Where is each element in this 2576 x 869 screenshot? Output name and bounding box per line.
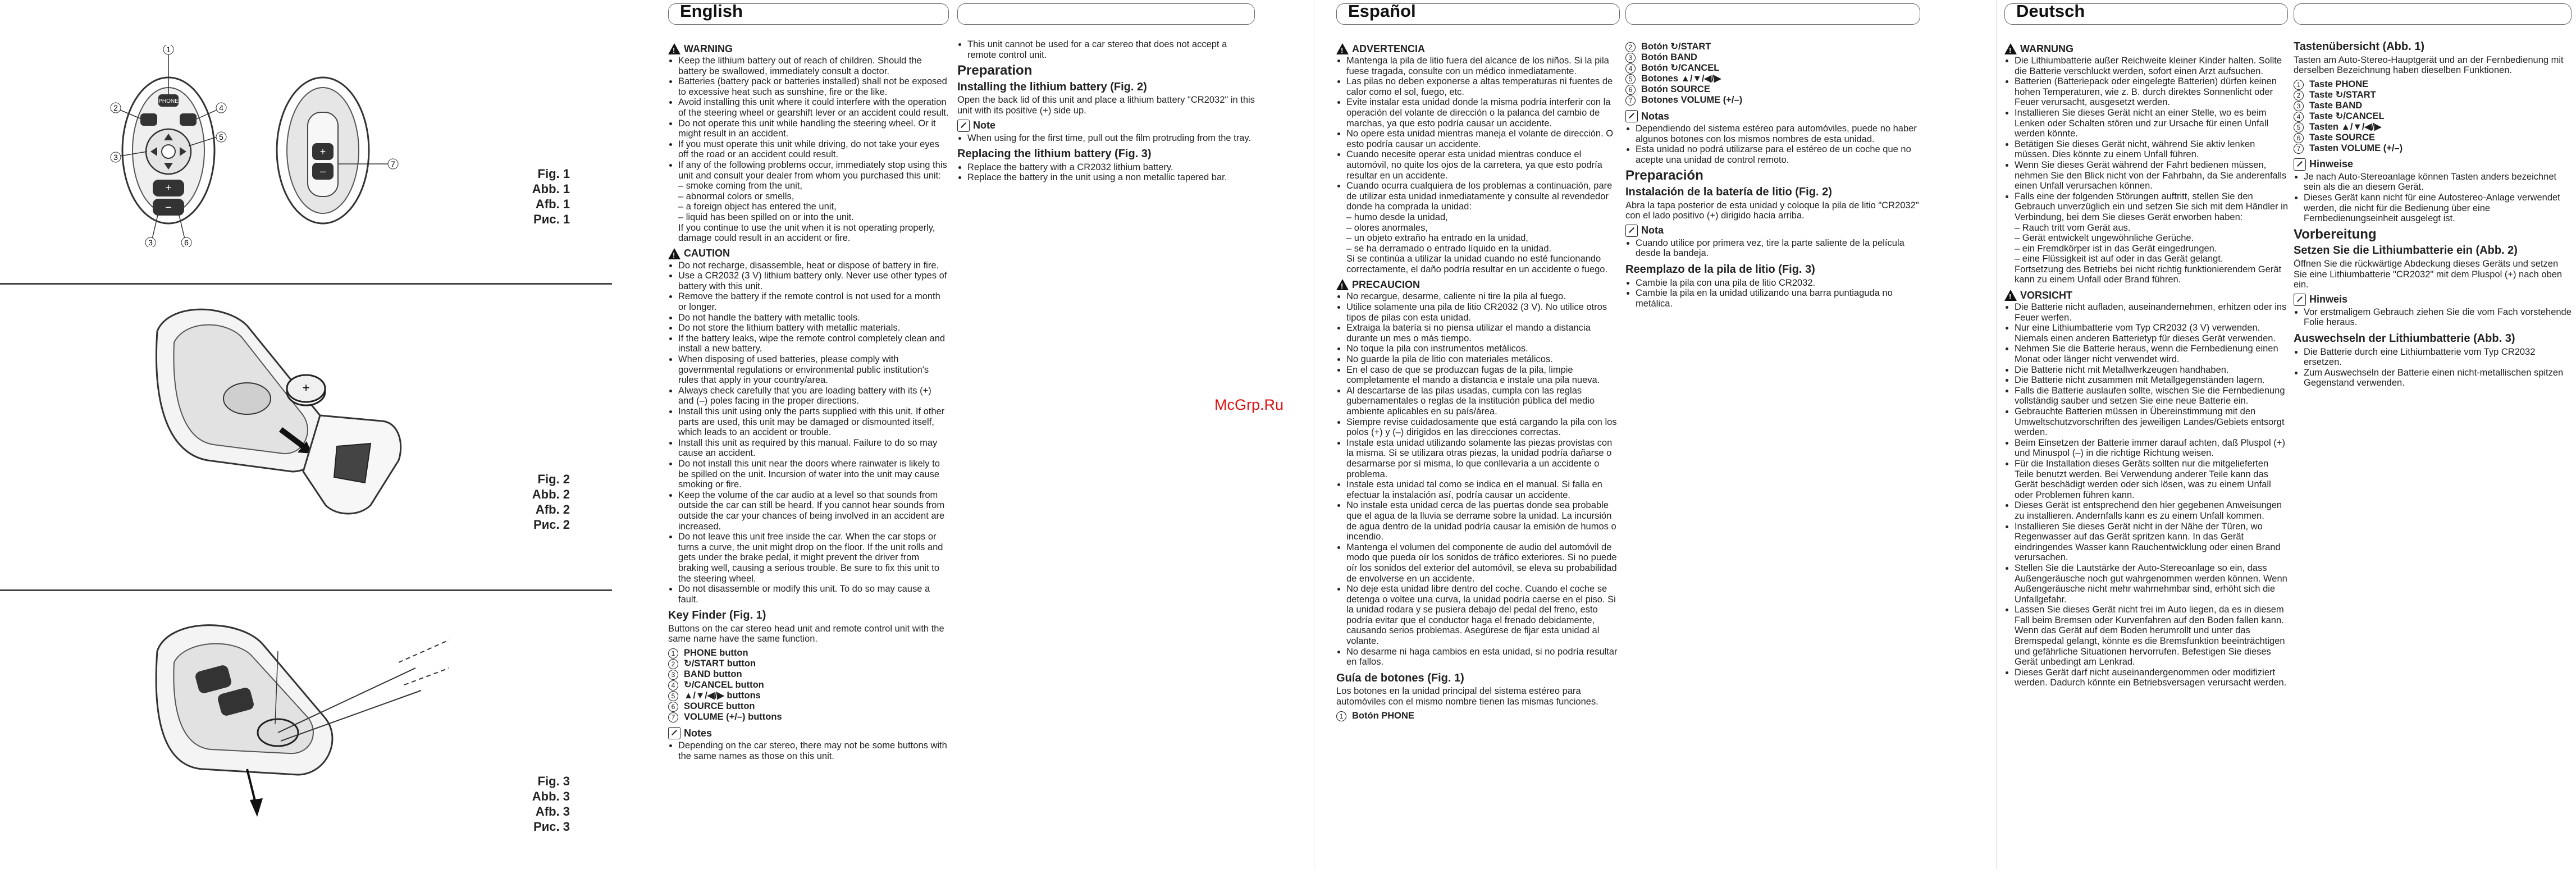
- key-item: 4 ↻/CANCEL button: [668, 680, 949, 690]
- list-item: • Evite instalar esta unidad donde la misma podría interferir con la operación del volante de dirección o la palanca del cambio de marchas, ya que esto podría causar un accidente.: [1346, 97, 1620, 129]
- list-subitem: – ein Fremdkörper ist in das Gerät eingedrungen.: [2015, 243, 2217, 254]
- language-header-espanol: [1336, 3, 1620, 25]
- warning-list: [1336, 56, 1620, 275]
- list-item: • Install this unit as required by this manual. Failure to do so may cause an accident.: [678, 438, 949, 459]
- install-text: Open the back lid of this unit and place a lithium battery "CR2032" in this unit with its positive (+) side up.: [957, 95, 1255, 116]
- list-item: • Falls die Batterie auslaufen sollte, wischen Sie die Fernbedienung vollständig sauber und setzen Sie eine neue Batterie ein.: [2015, 386, 2288, 406]
- install-text: Abra la tapa posterior de esta unidad y coloque la pila de litio "CR2032" con el lado positivo (+) dirigido hacia arriba.: [1625, 200, 1919, 221]
- notes-title: Notes: [684, 727, 712, 739]
- prep-title: Preparation: [957, 63, 1033, 79]
- figure-column: [0, 0, 612, 869]
- battery-insert-illustration: [135, 292, 415, 528]
- list-item: • Dieses Gerät ist entsprechend den hier gegebenen Anweisungen zu installieren. Andernfalls kann es zu einem Unfall kommen.: [2015, 500, 2288, 521]
- list-item: • Mantenga el volumen del componente de audio del automóvil de modo que pueda oír los sonidos de tráfico exteriores. Si no puede oír los sonidos del exterior del automóvil, se eleva su probabilidad de envolverse en un accidente.: [1346, 542, 1620, 584]
- list-item: • No desarme ni haga cambios en esta unidad, si no podría resultar en fallos.: [1346, 647, 1620, 667]
- key-item: 2 ↻/START button: [668, 658, 949, 669]
- list-item: • Install this unit using only the parts supplied with this unit. If other parts are used, this unit may be damaged or dismounted itself, which leads to an accident or trouble.: [678, 406, 949, 438]
- prep-title: Preparación: [1625, 168, 1703, 184]
- keyfinder-title: Key Finder (Fig. 1): [668, 609, 766, 622]
- svg-text:+: +: [319, 146, 326, 157]
- list-item: • Dependiendo del sistema estéreo para automóviles, puede no haber algunos botones con los mismos nombres de esta unidad.: [1636, 124, 1920, 144]
- svg-text:+: +: [165, 182, 172, 193]
- key-item: 4 Botón ↻/CANCEL: [1625, 63, 1920, 74]
- key-item: 1 Botón PHONE: [1336, 711, 1620, 721]
- language-header-tab: [957, 3, 1255, 25]
- key-item: 1 PHONE button: [668, 648, 949, 658]
- list-item: • Do not leave this unit free inside the car. When the car stops or turns a curve, the unit might drop on the floor. If the unit rolls and gets under the brake pedal, it might prevent the driver from braking well, causing a serious trouble. Be sure to fix this unit to the steering wheel.: [678, 532, 949, 584]
- list-item: • Al descartarse de las pilas usadas, cumpla con las reglas gubernamentales o reglas de la institución pública del medio ambiente aplicables en su país/área.: [1346, 386, 1620, 417]
- prep-title: Vorbereitung: [2294, 226, 2377, 242]
- svg-text:2: 2: [113, 103, 118, 112]
- key-item: 3 Botón BAND: [1625, 52, 1920, 63]
- list-item: • Avoid installing this unit where it could interfere with the operation of the steering wheel or gearshift lever or an accident could result.: [678, 97, 949, 118]
- key-item: 4 Taste ↻/CANCEL: [2294, 111, 2572, 122]
- svg-text:–: –: [165, 201, 172, 212]
- key-list: [2294, 79, 2572, 154]
- note-icon: [2294, 158, 2306, 171]
- list-item: • Zum Auswechseln der Batterie einen nicht-metallischen spitzen Gegenstand verwenden.: [2304, 368, 2572, 388]
- language-header-tab: [1625, 3, 1920, 25]
- list-item: • Do not operate this unit while handling the steering wheel. Or it might result in an accident.: [678, 118, 949, 139]
- list-item: • Cambie la pila en la unidad utilizando una barra puntiaguda no metálica.: [1636, 288, 1920, 309]
- language-title: Español: [1348, 1, 1416, 21]
- list-item: • Extraiga la batería si no piensa utilizar el mando a distancia durante un mes o más tiempo.: [1346, 323, 1620, 344]
- list-item: • No instale esta unidad cerca de las puertas donde sea probable que el agua de la lluvia se derrame sobre la unidad. La incursión de agua dentro de la unidad podría causar la emisión de humos o incendio.: [1346, 500, 1620, 542]
- list-item: • This unit cannot be used for a car stereo that does not accept a remote control unit.: [967, 39, 1255, 60]
- install-text: Öffnen Sie die rückwärtige Abdeckung dieses Geräts und setzen Sie eine Lithiumbatterie "CR2032" mit dem Pluspol (+) nach oben ein.: [2294, 258, 2563, 290]
- list-subitem: – eine Flüssigkeit ist auf oder in das Gerät gelangt.: [2015, 254, 2223, 264]
- list-subitem: – se ha derramado o entrado líquido en la unidad.: [1346, 243, 1552, 254]
- list-item: • Do not recharge, disassemble, heat or dispose of battery in fire.: [678, 260, 949, 271]
- caution-title: CAUTION: [684, 248, 730, 259]
- list-item: • Utilice solamente una pila de litio CR2032 (3 V). No utilice otros tipos de pilas con esta unidad.: [1346, 302, 1620, 323]
- list-item: • Die Batterie durch eine Lithiumbatterie vom Typ CR2032 ersetzen.: [2304, 347, 2572, 368]
- list-item: • Cambie la pila con una pila de litio CR2032.: [1636, 278, 1920, 289]
- list-item: • Gebrauchte Batterien müssen in Übereinstimmung mit den Umweltschutzvorschriften des jeweiligen Landes/Gebiets entsorgt werden.: [2015, 406, 2288, 438]
- key-list: [1336, 711, 1620, 721]
- battery-replace-illustration: [135, 606, 449, 820]
- key-item: 3 BAND button: [668, 669, 949, 680]
- svg-text:3: 3: [113, 153, 118, 162]
- key-item: 6 Taste SOURCE: [2294, 132, 2572, 143]
- warning-icon: [1336, 43, 1349, 54]
- key-list-cont: [1625, 42, 1920, 106]
- list-subitem: If you continue to use the unit when it is not operating properly, damage could result in an accident or fire.: [678, 222, 935, 244]
- list-subitem: – Gerät entwickelt ungewöhnliche Gerüche.: [2015, 233, 2194, 244]
- deutsch-col-2: [2294, 42, 2572, 393]
- note-title: Note: [973, 120, 995, 131]
- key-item: 5 ▲/▼/◀/▶ buttons: [668, 690, 949, 701]
- replace-list: [2294, 347, 2572, 388]
- list-item: • Keep the lithium battery out of reach of children. Should the battery be swallowed, immediately consult a doctor.: [678, 56, 949, 76]
- fig1-label-en: Fig. 1: [537, 167, 570, 181]
- list-subitem: – olores anormales,: [1346, 222, 1428, 233]
- warning-title: WARNING: [684, 43, 733, 54]
- notes-list: [1625, 124, 1920, 165]
- key-item: 5 Tasten ▲/▼/◀/▶: [2294, 122, 2572, 132]
- fig1-label-ru: Рис. 1: [533, 212, 570, 226]
- phone-key-label: PHONE: [158, 98, 179, 104]
- list-item: • Do not handle the battery with metallic tools.: [678, 313, 949, 323]
- list-item: • Depending on the car stereo, there may not be some buttons with the same names as those on this unit.: [678, 740, 949, 761]
- list-item: • Beim Einsetzen der Batterie immer darauf achten, daß Pluspol (+) und Minuspol (–) in die richtige Richtung weisen.: [2015, 438, 2288, 459]
- key-item: 2 Botón ↻/START: [1625, 42, 1920, 52]
- warning-title: WARNUNG: [2020, 43, 2073, 54]
- key-list: [668, 648, 949, 722]
- note-title: Hinweis: [2309, 294, 2348, 305]
- key-item: 7 Botones VOLUME (+/–): [1625, 95, 1920, 106]
- caution-icon: [1336, 279, 1349, 290]
- list-item: • Batteries (battery pack or batteries installed) shall not be exposed to excessive heat such as sunshine, fire or the like.: [678, 76, 949, 97]
- warning-icon: [668, 43, 680, 54]
- fig1-labels: [532, 166, 570, 227]
- list-item: • No guarde la pila de litio con materiales metálicos.: [1346, 354, 1620, 365]
- note-icon: [2294, 294, 2306, 306]
- fig3-label-ru: Рис. 3: [533, 820, 570, 834]
- note-list: [2294, 307, 2572, 328]
- list-item: • Für die Installation dieses Geräts sollten nur die mitgelieferten Teile benutzt werden. Bei Verwendung anderer Teile kann das Gerät beschädigt werden oder sich lösen, was zu einem Unfall oder Problemen führen kann.: [2015, 459, 2288, 500]
- list-item: • Mantenga la pila de litio fuera del alcance de los niños. Si la pila fuese tragada, consulte con un médico inmediatamente.: [1346, 56, 1620, 76]
- keyfinder-text: Los botones en la unidad principal del sistema estéreo para automóviles con el mismo nombre tienen las mismas funciones.: [1336, 686, 1598, 707]
- note-icon: [668, 727, 680, 739]
- list-item: • Do not store the lithium battery with metallic materials.: [678, 323, 949, 333]
- svg-text:5: 5: [219, 132, 223, 141]
- list-item: • When using for the first time, pull out the film protruding from the tray.: [967, 133, 1255, 144]
- replace-title: Reemplazo de la pila de litio (Fig. 3): [1625, 263, 1815, 276]
- list-item: • No toque la pila con instrumentos metálicos.: [1346, 344, 1620, 354]
- replace-list: [1625, 278, 1920, 309]
- caution-list: [668, 260, 949, 605]
- list-item: • Keep the volume of the car audio at a level so that sounds from outside the car can still be heard. If you cannot hear sounds from outside the car your chances of being involved in an accident are increased.: [678, 490, 949, 532]
- list-item: • Je nach Auto-Stereoanlage können Tasten anders bezeichnet sein als die an diesem Gerät.: [2304, 172, 2572, 193]
- list-subitem: Si se continúa a utilizar la unidad cuando no esté funcionando correctamente, el daño podría resultar en un accidente o fuego.: [1346, 254, 1608, 275]
- keyfinder-title: Tastenübersicht (Abb. 1): [2294, 40, 2424, 53]
- list-item: • Las pilas no deben exponerse a altas temperaturas ni fuentes de calor como el sol, fuego, etc.: [1346, 76, 1620, 97]
- fig3-label-en: Fig. 3: [537, 774, 570, 788]
- list-item: • Cuando necesite operar esta unidad mientras conduce el automóvil, no quite los ojos de la carretera, ya que esto podría resultar en un accidente.: [1346, 149, 1620, 181]
- list-subitem: – abnormal colors or smells,: [678, 191, 794, 202]
- note-title: Nota: [1641, 225, 1664, 236]
- language-title: Deutsch: [2016, 1, 2085, 21]
- svg-text:1: 1: [166, 45, 171, 54]
- key-item: 5 Botones ▲/▼/◀/▶: [1625, 74, 1920, 84]
- list-item: • Instale esta unidad tal como se indica en el manual. Si falla en efectuar la instalación así, podría causar un accidente.: [1346, 479, 1620, 500]
- list-item: • Vor erstmaligem Gebrauch ziehen Sie die vom Fach vorstehende Folie heraus.: [2304, 307, 2572, 328]
- list-item: • If any of the following problems occur, immediately stop using this unit and consult your dealer from whom you purchased this unit:: [678, 160, 949, 181]
- keyfinder-text: Buttons on the car stereo head unit and remote control unit with the same name have the same function.: [668, 623, 944, 644]
- fig1-label-de: Abb. 1: [532, 182, 570, 196]
- espanol-section: [1336, 0, 1988, 869]
- english-section: [668, 0, 1297, 869]
- key-item: 7 Tasten VOLUME (+/–): [2294, 143, 2572, 154]
- caution-title: PRECAUCION: [1352, 279, 1421, 291]
- list-item: • If you must operate this unit while driving, do not take your eyes off the road or an accident could result.: [678, 139, 949, 160]
- list-subitem: – liquid has been spilled on or into the unit.: [678, 212, 854, 222]
- list-item: • Esta unidad no podrá utilizarse para el estéreo de un coche que no acepte una unidad de control remoto.: [1636, 144, 1920, 165]
- svg-text:6: 6: [184, 238, 189, 247]
- list-item: • Installieren Sie dieses Gerät nicht an einer Stelle, wo es beim Lenken oder Schalten stören und zur Ursache für einen Unfall werden könnte.: [2015, 108, 2288, 139]
- list-subitem: – Rauch tritt vom Gerät aus.: [2015, 222, 2131, 233]
- list-subitem: Fortsetzung des Betriebs bei nicht richtig funktionierendem Gerät kann zu einem Unfall oder Brand führen.: [2015, 264, 2282, 285]
- caution-title: VORSICHT: [2020, 289, 2073, 301]
- list-subitem: – a foreign object has entered the unit,: [678, 202, 837, 212]
- warning-list: [2004, 56, 2288, 285]
- espanol-col-2: [1625, 42, 1920, 313]
- language-header-deutsch: [2004, 3, 2288, 25]
- list-item: • No deje esta unidad libre dentro del coche. Cuando el coche se detenga o voltee una curva, la unidad podría caerse en el piso. Si la unidad rodara y se pusiera debajo del pedal del freno, esto podría evitar que el conductor haga el frenado debidamente, causando serios problemas. Asegúrese de fijar esta unidad al volante.: [1346, 584, 1620, 647]
- notes-title: Notas: [1641, 110, 1670, 122]
- list-subitem: – un objeto extraño ha entrado en la unidad,: [1346, 233, 1528, 244]
- list-item: • Replace the battery in the unit using a non metallic tapered bar.: [967, 172, 1255, 183]
- keyfinder-title: Guía de botones (Fig. 1): [1336, 671, 1464, 684]
- note-list: [1625, 238, 1920, 259]
- install-title: Installing the lithium battery (Fig. 2): [957, 80, 1147, 93]
- fig2-label-en: Fig. 2: [537, 472, 570, 486]
- list-item: • Nehmen Sie die Batterie heraus, wenn die Fernbedienung einen Monat oder länger nicht verwendet wird.: [2015, 344, 2288, 364]
- deutsch-section: [2004, 0, 2572, 869]
- svg-text:+: +: [302, 381, 310, 395]
- list-subitem: – humo desde la unidad,: [1346, 212, 1448, 222]
- list-item: • Die Batterie nicht zusammen mit Metallgegenständen lagern.: [2015, 375, 2288, 386]
- notes-list-cont: [957, 39, 1255, 60]
- list-item: • Remove the battery if the remote control is not used for a month or longer.: [678, 291, 949, 312]
- list-item: • If the battery leaks, wipe the remote control completely clean and install a new battery.: [678, 333, 949, 354]
- svg-text:7: 7: [391, 159, 395, 168]
- language-header-english: [668, 3, 949, 25]
- list-item: • Dieses Gerät darf nicht auseinandergenommen oder modifiziert werden. Dadurch könnte ein Betriebsversagen verursacht werden.: [2015, 667, 2288, 688]
- note-list: [957, 133, 1255, 144]
- language-title: English: [680, 1, 743, 21]
- replace-title: Auswechseln der Lithiumbatterie (Abb. 3): [2294, 332, 2515, 345]
- list-item: • Installieren Sie dieses Gerät nicht in der Nähe der Türen, wo Regenwasser auf das Gerät spritzen kann. In das Gerät eindringendes Wasser kann Rauchentwicklung oder einen Brand verursachen.: [2015, 522, 2288, 563]
- caution-list: [2004, 302, 2288, 688]
- list-item: • Dieses Gerät kann nicht für eine Autostereo-Anlage verwendet werden, die nicht für die Bedienung über eine Fernbedienungseinheit ausgelegt ist.: [2304, 193, 2572, 224]
- deutsch-col-1: [2004, 42, 2288, 693]
- page-edge: [1996, 0, 1997, 869]
- caution-list: [1336, 291, 1620, 667]
- fig3-label-nl: Afb. 3: [535, 804, 570, 818]
- list-item: • Use a CR2032 (3 V) lithium battery only. Never use other types of battery with this unit.: [678, 271, 949, 291]
- list-item: • En el caso de que se produzcan fugas de la pila, limpie completamente el mando a distancia e instale una pila nueva.: [1346, 365, 1620, 386]
- notes-title: Hinweise: [2309, 158, 2354, 170]
- fig2-labels: [532, 472, 570, 532]
- warning-title: ADVERTENCIA: [1352, 43, 1426, 54]
- fig3-labels: [532, 774, 570, 834]
- warning-list: [668, 56, 949, 244]
- key-item: 6 Botón SOURCE: [1625, 84, 1920, 95]
- list-item: • Cuando utilice por primera vez, tire la parte saliente de la película desde la bandeja.: [1636, 238, 1920, 259]
- list-item: • Nur eine Lithiumbatterie vom Typ CR2032 (3 V) verwenden. Niemals einen anderen Batterietyp für dieses Gerät verwenden.: [2015, 323, 2288, 344]
- warning-icon: [2004, 43, 2017, 54]
- list-item: • Stellen Sie die Lautstärke der Auto-Stereoanlage so ein, dass Außengeräusche noch gut wahrgenommen werden können. Wenn Außengeräusche nicht mehr wahrnehmbar sind, erhöht sich die Unfallgefahr.: [2015, 563, 2288, 605]
- key-item: 6 SOURCE button: [668, 701, 949, 712]
- note-icon: [1625, 225, 1638, 237]
- install-title: Instalación de la batería de litio (Fig. 2): [1625, 185, 1832, 198]
- notes-list: [2294, 172, 2572, 224]
- list-item: • No recargue, desarme, caliente ni tire la pila al fuego.: [1346, 291, 1620, 302]
- note-icon: [957, 120, 970, 132]
- list-item: • No opere esta unidad mientras maneja el volante de dirección. O esto podría causar un accidente.: [1346, 129, 1620, 149]
- list-item: • Betätigen Sie dieses Gerät nicht, während Sie aktiv lenken müssen. Dies könnte zu einem Unfall führen.: [2015, 139, 2288, 160]
- key-item: 7 VOLUME (+/–) buttons: [668, 712, 949, 722]
- svg-text:3: 3: [148, 238, 153, 247]
- list-item: • Die Batterie nicht aufladen, auseinandernehmen, erhitzen oder ins Feuer werfen.: [2015, 302, 2288, 323]
- remote-front-illustration: [107, 45, 421, 247]
- list-subitem: – smoke coming from the unit,: [678, 181, 803, 191]
- english-col-2: [957, 39, 1255, 187]
- replace-title: Replacing the lithium battery (Fig. 3): [957, 148, 1152, 161]
- caution-icon: [2004, 290, 2017, 301]
- list-item: • Replace the battery with a CR2032 lithium battery.: [967, 162, 1255, 173]
- list-item: • Lassen Sie dieses Gerät nicht frei im Auto liegen, da es in diesem Fall beim Bremsen oder Kurvenfahren auf den Boden fallen kann. Wenn das Gerät auf dem Boden herumrollt und unter das Bremspedal gelangt, könnte es die Bremsfunktion beeinträchtigen und gefährliche Situationen hervorrufen. Befestigen Sie dieses Gerät unbedingt am Lenkrad.: [2015, 605, 2288, 667]
- replace-list: [957, 162, 1255, 183]
- keyfinder-text: Tasten am Auto-Stereo-Hauptgerät und an der Fernbedienung mit derselben Bezeichnung haben dieselben Funktionen.: [2294, 54, 2564, 76]
- list-item: • Instale esta unidad utilizando solamente las piezas provistas con la misma. Si se utilizara otras piezas, la unidad podría dañarse o desarmarse por sí misma, lo que conllevaría a un accidente o problema.: [1346, 438, 1620, 479]
- fig2-label-ru: Рис. 2: [533, 518, 570, 532]
- list-item: • Wenn Sie dieses Gerät während der Fahrt bedienen müssen, nehmen Sie den Blick nicht von der Fahrbahn, da Sie anderenfalls einen Unfall verursachen können.: [2015, 160, 2288, 191]
- list-item: • Die Lithiumbatterie außer Reichweite kleiner Kinder halten. Sollte die Batterie verschluckt werden, sofort einen Arzt aufsuchen.: [2015, 56, 2288, 76]
- list-item: • Do not install this unit near the doors where rainwater is likely to be spilled on the unit. Incursion of water into the unit may cause smoking or fire.: [678, 459, 949, 490]
- caution-icon: [668, 248, 680, 259]
- note-icon: [1625, 110, 1638, 122]
- list-item: • When disposing of used batteries, please comply with governmental regulations or environmental public institution's rules that apply in your country/area.: [678, 354, 949, 386]
- svg-text:–: –: [319, 166, 326, 177]
- list-item: • Die Batterie nicht mit Metallwerkzeugen handhaben.: [2015, 365, 2288, 376]
- english-col-1: [668, 42, 949, 766]
- key-item: 2 Taste ↻/START: [2294, 90, 2572, 100]
- espanol-col-1: [1336, 42, 1620, 726]
- list-item: • Do not disassemble or modify this unit. To do so may cause a fault.: [678, 584, 949, 605]
- key-item: 1 Taste PHONE: [2294, 79, 2572, 90]
- fig1-label-nl: Afb. 1: [535, 197, 570, 211]
- figure-divider: [0, 589, 612, 591]
- svg-text:4: 4: [219, 103, 223, 112]
- watermark: McGrp.Ru: [1214, 396, 1284, 413]
- list-item: • Falls eine der folgenden Störungen auftritt, stellen Sie den Gebrauch unverzüglich ein und setzen Sie sich mit dem Händler in Verbindung, bei dem Sie dieses Gerät erworben haben:: [2015, 191, 2288, 223]
- fig2-label-de: Abb. 2: [532, 487, 570, 501]
- list-item: • Siempre revise cuidadosamente que está cargando la pila con los polos (+) y (–) dirigidos en las direcciones correctas.: [1346, 417, 1620, 438]
- list-item: • Batterien (Batteriepack oder eingelegte Batterien) dürfen keinen hohen Temperaturen, wie z. B. durch direktes Sonnenlicht oder Feuer verursacht, ausgesetzt werden.: [2015, 76, 2288, 108]
- fig2-label-nl: Afb. 2: [535, 502, 570, 516]
- key-item: 3 Taste BAND: [2294, 100, 2572, 111]
- figure-divider: [0, 283, 612, 285]
- list-item: • Cuando ocurra cualquiera de los problemas a continuación, pare de utilizar esta unidad inmediatamente y consulte al revendedor donde ha comprada la unidad:: [1346, 181, 1620, 212]
- notes-list: [668, 740, 949, 761]
- language-header-tab: [2294, 3, 2572, 25]
- list-item: • Always check carefully that you are loading battery with its (+) and (–) poles facing in the proper directions.: [678, 386, 949, 406]
- install-title: Setzen Sie die Lithiumbatterie ein (Abb. 2): [2294, 244, 2518, 257]
- fig3-label-de: Abb. 3: [532, 789, 570, 803]
